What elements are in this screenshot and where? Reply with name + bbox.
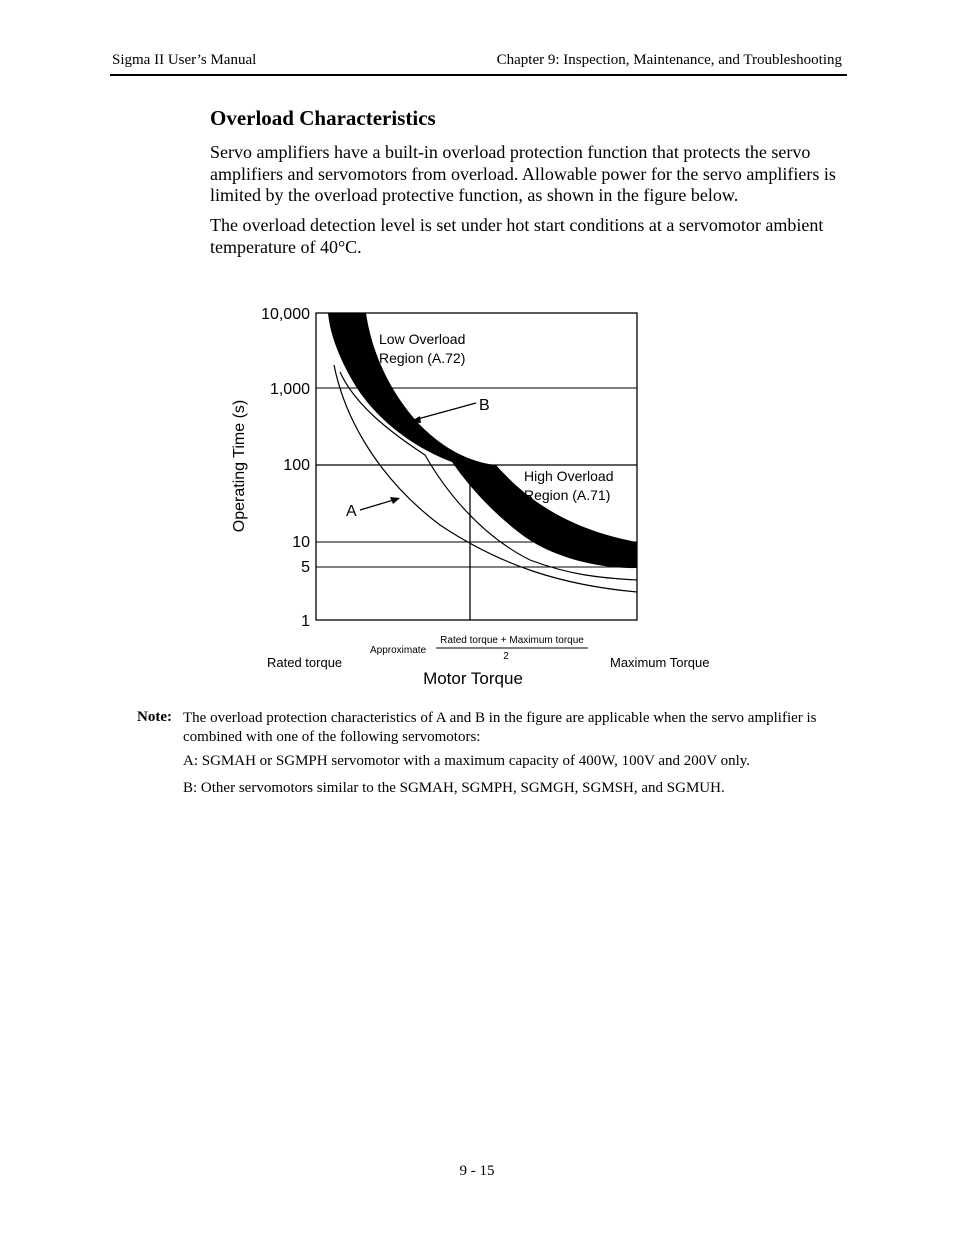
arrow-a-head — [390, 497, 400, 504]
header-chapter-title: Chapter 9: Inspection, Maintenance, and Troubleshooting — [496, 52, 842, 68]
page-number: 9 - 15 — [459, 1163, 495, 1179]
arrow-b-line — [414, 403, 476, 420]
x-tick-maximum-torque: Maximum Torque — [610, 655, 710, 670]
y-tick-label: 10,000 — [261, 306, 310, 323]
y-tick-label: 5 — [301, 559, 310, 576]
note-item-b: B: Other servomotors similar to the SGMAH, SGMPH, SGMGH, SGMSH, and SGMUH. — [183, 780, 725, 796]
header-manual-title: Sigma II User’s Manual — [112, 52, 257, 68]
x-tick-approximate: Approximate — [370, 645, 427, 656]
body-paragraph-2: The overload detection level is set under hot start conditions at a servomotor ambient temperature of 40°C. — [210, 215, 824, 257]
low-region-label-line1: Low Overload — [379, 331, 466, 347]
y-tick-label: 1,000 — [269, 381, 310, 398]
note-label: Note: — [137, 709, 172, 725]
high-region-label-line1: High Overload — [524, 468, 614, 484]
note-item-a: A: SGMAH or SGMPH servomotor with a maximum capacity of 400W, 100V and 200V only. — [183, 753, 751, 769]
body-paragraph-1: Servo amplifiers have a built-in overload protection function that protects the servo amplifiers and servomotors from overload. Allowable power for the servo amplifiers is limited by the overload protective function, as shown in the figure below. — [210, 142, 836, 205]
low-region-label-line2: Region (A.72) — [379, 350, 466, 366]
y-tick-label: 10 — [292, 534, 310, 551]
high-region-label-line2: Region (A.71) — [524, 487, 611, 503]
y-tick-label: 100 — [283, 457, 310, 474]
curve-b-label: B — [479, 397, 490, 414]
section-title: Overload Characteristics — [210, 106, 436, 130]
x-tick-fraction-numerator: Rated torque + Maximum torque — [440, 635, 584, 646]
note-text: The overload protection characteristics of A and B in the figure are applicable when the servo amplifier is combined with one of the following servomotors: — [183, 710, 817, 745]
x-tick-rated-torque: Rated torque — [267, 655, 343, 670]
arrow-a-line — [360, 499, 397, 510]
x-axis-label: Motor Torque — [423, 669, 523, 688]
y-axis-label: Operating Time (s) — [231, 399, 248, 533]
curve-a-label: A — [346, 503, 357, 520]
curve-b-band — [328, 313, 637, 568]
y-tick-label: 1 — [301, 613, 310, 630]
x-tick-fraction-denominator: 2 — [503, 651, 509, 662]
